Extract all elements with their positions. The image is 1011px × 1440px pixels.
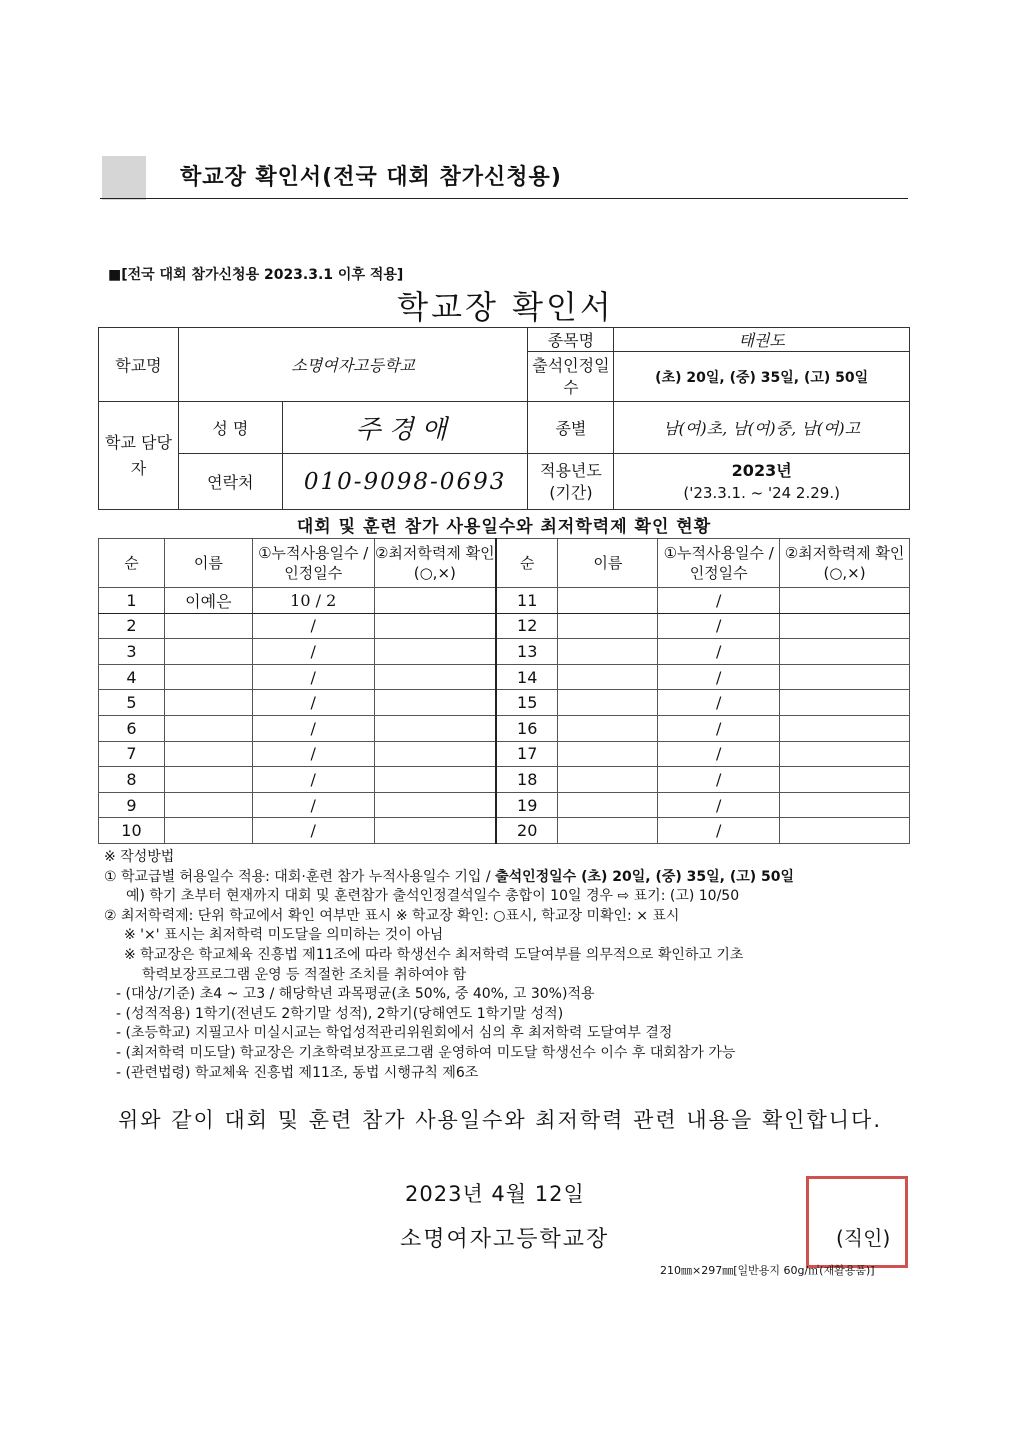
note-6: - (성적적용) 1학기(전년도 2학기말 성적), 2학기(당해연도 1학기말 성적) — [116, 1005, 564, 1022]
table-row — [99, 664, 910, 690]
table-row — [99, 741, 910, 767]
school-label: 학교명 — [99, 328, 179, 402]
min-academic-check — [780, 690, 910, 716]
year-value: 2023년 — [731, 460, 792, 480]
header-days: ①누적사용일수 /인정일수 — [252, 539, 374, 588]
min-academic-check — [780, 664, 910, 690]
min-academic-check — [374, 690, 496, 716]
min-academic-check — [374, 741, 496, 767]
used-days: / — [252, 639, 374, 665]
row-number: 20 — [496, 818, 558, 844]
note-2: ② 최저학력제: 단위 학교에서 확인 여부만 표시 ※ 학교장 확인: ○표시, 학교장 미확인: × 표시 — [104, 907, 680, 924]
name-value: 주경애 — [282, 402, 528, 454]
year-label: 적용년도 (기간) — [528, 454, 614, 510]
student-name — [558, 613, 658, 639]
row-number: 9 — [99, 792, 165, 818]
used-days: / — [658, 792, 780, 818]
min-academic-check — [780, 818, 910, 844]
min-academic-check — [374, 664, 496, 690]
header-check: ②최저학력제 확인(○,×) — [780, 539, 910, 588]
min-academic-check — [780, 639, 910, 665]
row-number: 3 — [99, 639, 165, 665]
header-no: 순 — [99, 539, 165, 588]
note-4-cont: 학력보장프로그램 운영 등 적절한 조치를 취하여야 함 — [142, 966, 467, 983]
student-name — [164, 639, 252, 665]
table-row — [99, 792, 910, 818]
student-name — [558, 588, 658, 614]
note-8: - (최저학력 미도달) 학교장은 기초학력보장프로그램 운영하여 미도달 학생선수 이수 후 대회참가 가능 — [116, 1044, 736, 1061]
min-academic-check — [780, 613, 910, 639]
note-1 — [104, 868, 914, 888]
student-name — [164, 818, 252, 844]
event-value: 태권도 — [614, 328, 910, 352]
min-academic-check — [374, 588, 496, 614]
min-academic-check — [780, 588, 910, 614]
note-1-text: ① 학교급별 허용일수 적용: 대회·훈련 참가 누적사용일수 기입 / — [104, 868, 496, 885]
student-name — [164, 715, 252, 741]
row-number: 16 — [496, 715, 558, 741]
used-days: / — [658, 767, 780, 793]
header-check: ②최저학력제 확인(○,×) — [374, 539, 496, 588]
header-name: 이름 — [558, 539, 658, 588]
used-days: / — [252, 664, 374, 690]
row-number: 13 — [496, 639, 558, 665]
seal-mark: (직인) — [836, 1226, 891, 1250]
used-days: / — [252, 690, 374, 716]
student-name — [558, 792, 658, 818]
row-number: 2 — [99, 613, 165, 639]
phone-value: 010-9098-0693 — [282, 454, 528, 510]
instructions — [104, 848, 914, 1083]
row-number: 1 — [99, 588, 165, 614]
used-days: / — [658, 664, 780, 690]
principal-title: 소명여자고등학교장 — [400, 1227, 610, 1252]
min-academic-check — [780, 741, 910, 767]
used-days: / — [252, 613, 374, 639]
note-7: - (초등학교) 지필고사 미실시교는 학업성적관리위원회에서 심의 후 최저학력 도달여부 결정 — [116, 1025, 673, 1042]
used-days: / — [658, 818, 780, 844]
row-number: 15 — [496, 690, 558, 716]
student-name — [558, 690, 658, 716]
closing-statement: 위와 같이 대회 및 훈련 참가 사용일수와 최저학력 관련 내용을 확인합니다. — [118, 1108, 883, 1132]
min-academic-check — [374, 792, 496, 818]
used-days: / — [658, 639, 780, 665]
paper-spec-footer: 210㎜×297㎜[일반용지 60g/㎡(재활용품)] — [660, 1264, 875, 1277]
min-academic-check — [780, 767, 910, 793]
contact-group-label: 학교 담당자 — [99, 402, 179, 510]
row-number: 18 — [496, 767, 558, 793]
used-days: / — [252, 715, 374, 741]
note-3: ※ '×' 표시는 최저학력 미도달을 의미하는 것이 아님 — [124, 927, 444, 944]
header-divider — [100, 198, 908, 199]
row-number: 14 — [496, 664, 558, 690]
attendance-label: 출석인정일수 — [528, 352, 614, 402]
used-days: 10 / 2 — [252, 588, 374, 614]
used-days: / — [658, 613, 780, 639]
row-number: 10 — [99, 818, 165, 844]
student-name — [558, 767, 658, 793]
row-number: 11 — [496, 588, 558, 614]
used-days: / — [252, 818, 374, 844]
student-name — [558, 715, 658, 741]
table-row — [99, 767, 910, 793]
min-academic-check — [374, 639, 496, 665]
applicability-note: ■[전국 대회 참가신청용 2023.3.1 이후 적용] — [108, 267, 404, 283]
gender-label: 종별 — [528, 402, 614, 454]
note-4: ※ 학교장은 학교체육 진흥법 제11조에 따라 학생선수 최저학력 도달여부를 의무적으로 확인하고 기초 — [124, 946, 744, 963]
used-days: / — [658, 715, 780, 741]
row-number: 5 — [99, 690, 165, 716]
note-1-example: 예) 학기 초부터 현재까지 대회 및 훈련참가 출석인정결석일수 총합이 10일 경우 ⇨ 표기: (고) 10/50 — [126, 888, 740, 905]
row-number: 8 — [99, 767, 165, 793]
student-name — [558, 664, 658, 690]
section-title: 대회 및 훈련 참가 사용일수와 최저학력제 확인 현황 — [296, 517, 712, 537]
table-row — [99, 690, 910, 716]
table-row — [99, 639, 910, 665]
phone-label: 연락처 — [178, 454, 282, 510]
used-days: / — [252, 792, 374, 818]
header-block — [102, 156, 146, 200]
student-name — [558, 818, 658, 844]
used-days: / — [252, 741, 374, 767]
student-name — [164, 792, 252, 818]
school-info-table — [98, 327, 910, 510]
student-name — [164, 664, 252, 690]
issue-date: 2023년 4월 12일 — [405, 1182, 585, 1206]
school-name: 소명여자고등학교 — [178, 328, 528, 402]
min-academic-check — [374, 715, 496, 741]
note-5: - (대상/기준) 초4 ~ 고3 / 해당학년 과목평균(초 50%, 중 40%, 고 30%)적용 — [116, 986, 595, 1003]
student-name: 이예은 — [164, 588, 252, 614]
attendance-value: (초) 20일, (중) 35일, (고) 50일 — [614, 352, 910, 402]
table-row — [99, 613, 910, 639]
name-label: 성 명 — [178, 402, 282, 454]
student-name — [164, 767, 252, 793]
document-title: 학교장 확인서 — [397, 288, 614, 326]
student-name — [164, 690, 252, 716]
row-number: 4 — [99, 664, 165, 690]
used-days: / — [658, 690, 780, 716]
table-row — [99, 818, 910, 844]
student-name — [164, 741, 252, 767]
min-academic-check — [374, 767, 496, 793]
used-days: / — [658, 588, 780, 614]
note-1-bold: 출석인정일수 (초) 20일, (중) 35일, (고) 50일 — [495, 868, 795, 885]
header-title: 학교장 확인서(전국 대회 참가신청용) — [180, 165, 562, 190]
min-academic-check — [374, 613, 496, 639]
header-name: 이름 — [164, 539, 252, 588]
student-name — [558, 741, 658, 767]
event-label: 종목명 — [528, 328, 614, 352]
note-9: - (관련법령) 학교체육 진흥법 제11조, 동법 시행규칙 제6조 — [116, 1064, 479, 1081]
min-academic-check — [780, 792, 910, 818]
student-name — [164, 613, 252, 639]
year-range: ('23.3.1. ~ '24 2.29.) — [683, 483, 840, 502]
row-number: 19 — [496, 792, 558, 818]
header-days: ①누적사용일수 /인정일수 — [658, 539, 780, 588]
row-number: 7 — [99, 741, 165, 767]
header-no: 순 — [496, 539, 558, 588]
row-number: 6 — [99, 715, 165, 741]
min-academic-check — [780, 715, 910, 741]
used-days: / — [252, 767, 374, 793]
table-row — [99, 715, 910, 741]
student-name — [558, 639, 658, 665]
row-number: 12 — [496, 613, 558, 639]
row-number: 17 — [496, 741, 558, 767]
table-row — [99, 588, 910, 614]
gender-value: 남(여)초, 남(여)중, 남(여)고 — [614, 402, 910, 454]
roster-table — [98, 538, 910, 844]
used-days: / — [658, 741, 780, 767]
min-academic-check — [374, 818, 496, 844]
notes-heading: ※ 작성방법 — [104, 849, 175, 865]
